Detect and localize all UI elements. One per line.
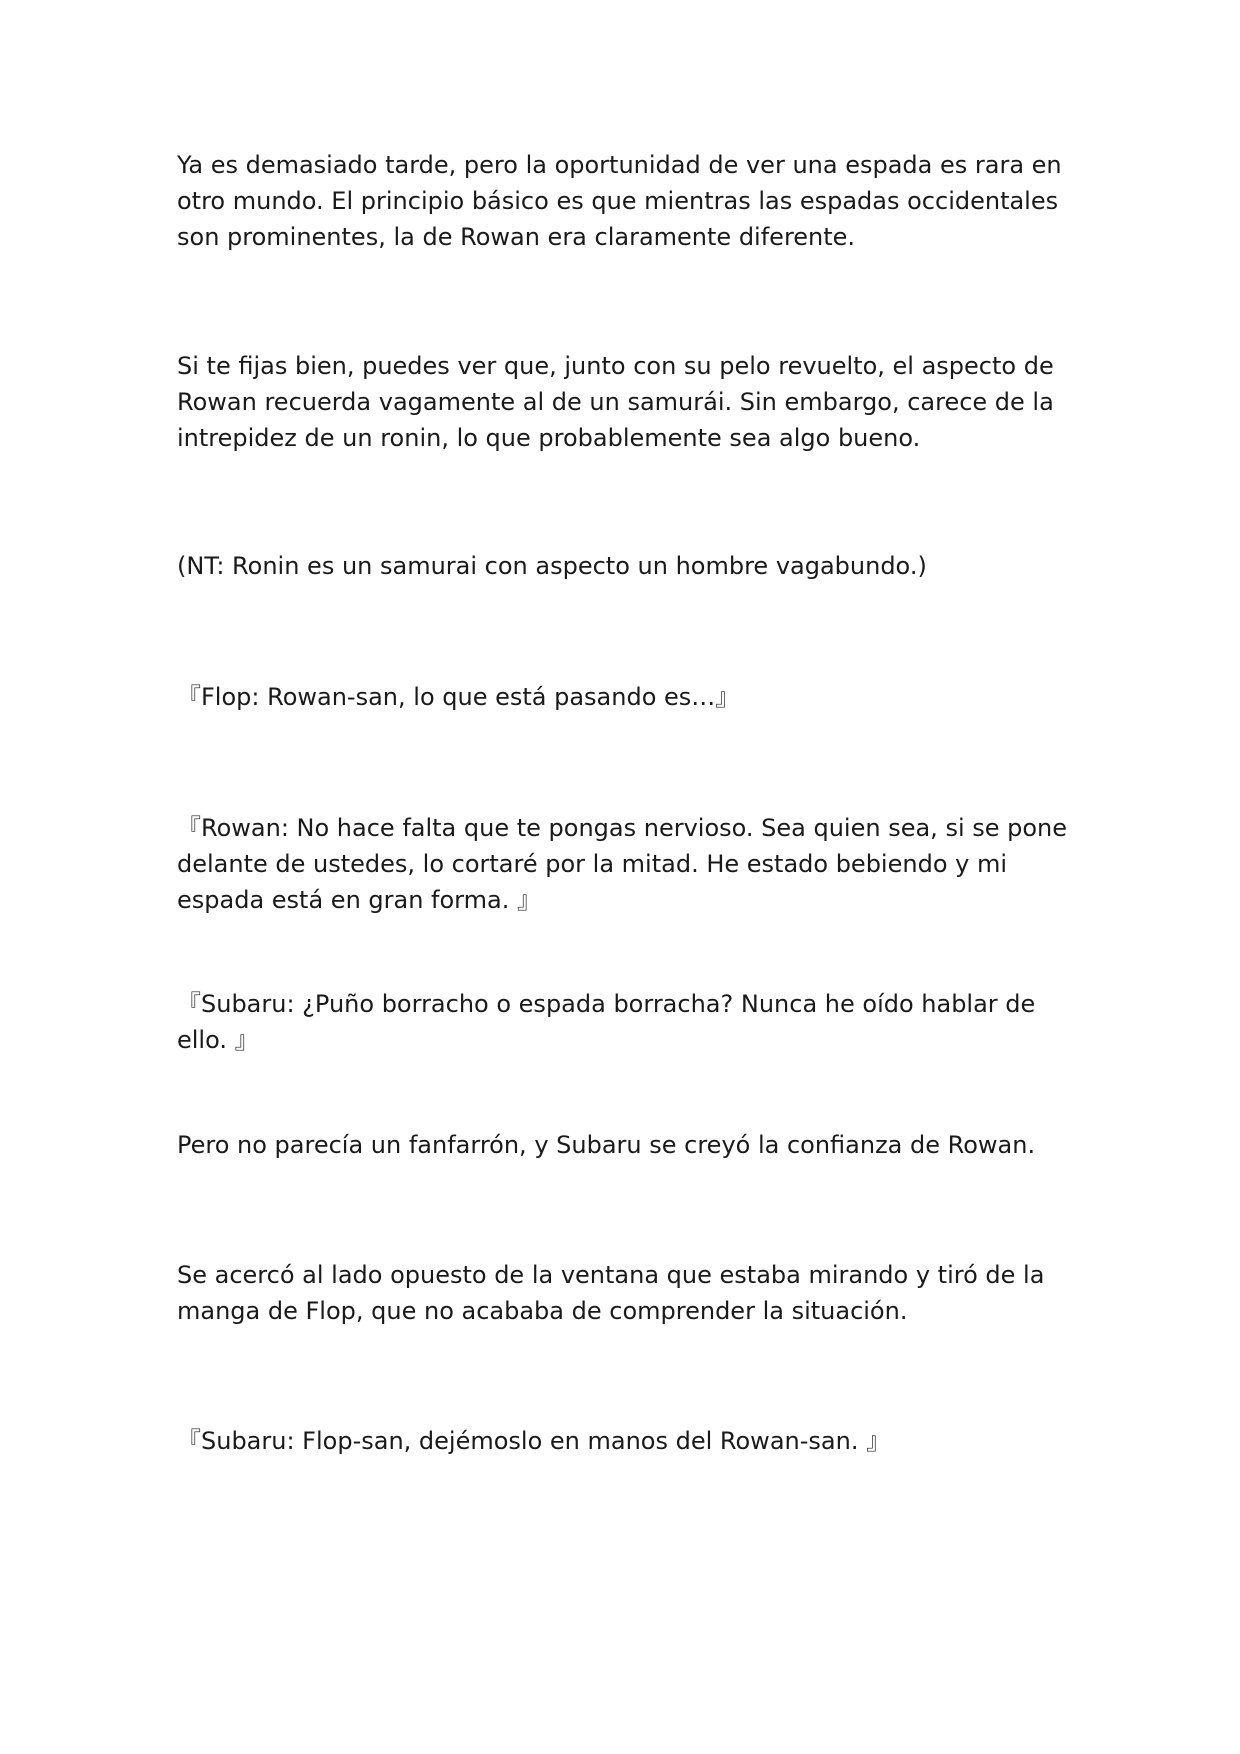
paragraph-narration-confidence: Pero no parecía un fanfarrón, y Subaru se creyó la confianza de Rowan. <box>177 1131 1036 1159</box>
paragraph-narration-samurai: Si te fijas bien, puedes ver que, junto con su pelo revuelto, el aspecto de Rowan recuerda vagamente al de un samurái. Sin embargo, carece de la intrepidez de un ronin, lo que probablemente sea algo bueno. <box>177 352 1054 452</box>
dialogue-subaru-leave-it: 『Subaru: Flop-san, dejémoslo en manos del Rowan-san. 』 <box>177 1427 891 1455</box>
paragraph-translator-note: (NT: Ronin es un samurai con aspecto un hombre vagabundo.) <box>177 552 927 580</box>
dialogue-flop: 『Flop: Rowan-san, lo que está pasando es…』 <box>177 683 740 711</box>
dialogue-subaru-drunken: 『Subaru: ¿Puño borracho o espada borracha? Nunca he oído hablar de ello. 』 <box>177 990 1036 1054</box>
paragraph-narration-window: Se acercó al lado opuesto de la ventana que estaba mirando y tiró de la manga de Flop, que no acababa de comprender la situación. <box>177 1261 1045 1325</box>
paragraph-narration-sword: Ya es demasiado tarde, pero la oportunidad de ver una espada es rara en otro mundo. El principio básico es que mientras las espadas occidentales son prominentes, la de Rowan era claramente diferente. <box>177 151 1062 251</box>
dialogue-rowan: 『Rowan: No hace falta que te pongas nervioso. Sea quien sea, si se pone delante de ustedes, lo cortaré por la mitad. He estado bebiendo y mi espada está en gran forma. 』 <box>177 814 1068 914</box>
